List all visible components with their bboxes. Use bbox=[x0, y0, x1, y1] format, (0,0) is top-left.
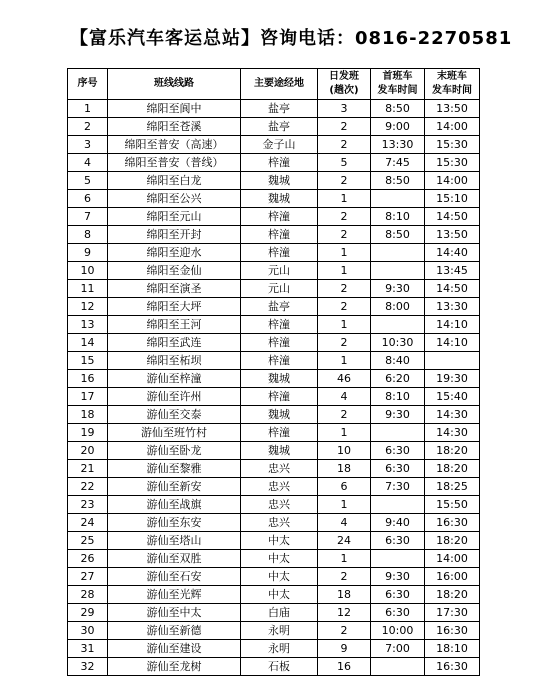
daily-count-cell: 2 bbox=[318, 334, 371, 352]
row-number: 24 bbox=[68, 514, 108, 532]
table-row bbox=[68, 334, 480, 352]
route-cell: 游仙至班竹村 bbox=[108, 424, 241, 442]
route-cell: 绵阳至演圣 bbox=[108, 280, 241, 298]
row-number: 17 bbox=[68, 388, 108, 406]
route-cell: 游仙至新安 bbox=[108, 478, 241, 496]
last-departure-cell: 14:10 bbox=[425, 334, 480, 352]
last-departure-cell: 14:00 bbox=[425, 172, 480, 190]
via-cell: 忠兴 bbox=[241, 496, 318, 514]
table-row bbox=[68, 316, 480, 334]
last-departure-cell: 16:30 bbox=[425, 514, 480, 532]
route-cell: 游仙至光辉 bbox=[108, 586, 241, 604]
route-cell: 游仙至梓潼 bbox=[108, 370, 241, 388]
row-number: 6 bbox=[68, 190, 108, 208]
row-number: 30 bbox=[68, 622, 108, 640]
route-cell: 游仙至双胜 bbox=[108, 550, 241, 568]
last-departure-cell: 13:50 bbox=[425, 226, 480, 244]
last-departure-cell: 19:30 bbox=[425, 370, 480, 388]
last-departure-cell: 13:30 bbox=[425, 298, 480, 316]
daily-count-cell: 9 bbox=[318, 640, 371, 658]
header-daily-line1: 日发班 bbox=[329, 71, 359, 82]
row-number: 31 bbox=[68, 640, 108, 658]
via-cell: 忠兴 bbox=[241, 514, 318, 532]
last-departure-cell: 14:00 bbox=[425, 550, 480, 568]
daily-count-cell: 1 bbox=[318, 316, 371, 334]
daily-count-cell: 3 bbox=[318, 100, 371, 118]
daily-count-cell: 2 bbox=[318, 298, 371, 316]
first-departure-cell bbox=[371, 658, 425, 676]
table-row bbox=[68, 442, 480, 460]
row-number: 25 bbox=[68, 532, 108, 550]
via-cell: 中太 bbox=[241, 550, 318, 568]
row-number: 27 bbox=[68, 568, 108, 586]
last-departure-cell: 16:30 bbox=[425, 658, 480, 676]
via-cell: 魏城 bbox=[241, 442, 318, 460]
route-cell: 游仙至黎雅 bbox=[108, 460, 241, 478]
daily-count-cell: 2 bbox=[318, 118, 371, 136]
via-cell: 白庙 bbox=[241, 604, 318, 622]
daily-count-cell: 1 bbox=[318, 424, 371, 442]
table-row bbox=[68, 280, 480, 298]
first-departure-cell: 6:30 bbox=[371, 460, 425, 478]
via-cell: 盐亭 bbox=[241, 298, 318, 316]
last-departure-cell: 18:20 bbox=[425, 442, 480, 460]
daily-count-cell: 18 bbox=[318, 586, 371, 604]
header-first bbox=[371, 69, 425, 100]
via-cell: 魏城 bbox=[241, 370, 318, 388]
header-no: 序号 bbox=[68, 69, 108, 100]
last-departure-cell: 14:30 bbox=[425, 406, 480, 424]
route-cell: 游仙至中太 bbox=[108, 604, 241, 622]
first-departure-cell bbox=[371, 550, 425, 568]
first-departure-cell bbox=[371, 316, 425, 334]
first-departure-cell: 8:40 bbox=[371, 352, 425, 370]
route-cell: 游仙至龙树 bbox=[108, 658, 241, 676]
daily-count-cell: 2 bbox=[318, 568, 371, 586]
daily-count-cell: 1 bbox=[318, 550, 371, 568]
via-cell: 梓潼 bbox=[241, 388, 318, 406]
first-departure-cell: 6:30 bbox=[371, 442, 425, 460]
last-departure-cell: 15:40 bbox=[425, 388, 480, 406]
first-departure-cell: 9:00 bbox=[371, 118, 425, 136]
table-row bbox=[68, 262, 480, 280]
first-departure-cell: 9:40 bbox=[371, 514, 425, 532]
via-cell: 梓潼 bbox=[241, 154, 318, 172]
route-cell: 绵阳至大坪 bbox=[108, 298, 241, 316]
first-departure-cell: 7:30 bbox=[371, 478, 425, 496]
route-cell: 绵阳至武连 bbox=[108, 334, 241, 352]
header-via: 主要途经地 bbox=[241, 69, 318, 100]
page-title: 【富乐汽车客运总站】咨询电话：0816-2270581 bbox=[70, 28, 513, 49]
row-number: 12 bbox=[68, 298, 108, 316]
daily-count-cell: 1 bbox=[318, 262, 371, 280]
route-cell: 绵阳至金仙 bbox=[108, 262, 241, 280]
first-departure-cell: 9:30 bbox=[371, 568, 425, 586]
via-cell: 金子山 bbox=[241, 136, 318, 154]
header-last-line2: 发车时间 bbox=[432, 85, 472, 96]
table-row bbox=[68, 370, 480, 388]
last-departure-cell: 13:50 bbox=[425, 100, 480, 118]
route-cell: 游仙至石安 bbox=[108, 568, 241, 586]
table-row bbox=[68, 244, 480, 262]
last-departure-cell: 16:00 bbox=[425, 568, 480, 586]
via-cell: 永明 bbox=[241, 640, 318, 658]
daily-count-cell: 2 bbox=[318, 226, 371, 244]
route-cell: 绵阳至柘坝 bbox=[108, 352, 241, 370]
route-cell: 绵阳至普安（高速） bbox=[108, 136, 241, 154]
route-cell: 绵阳至白龙 bbox=[108, 172, 241, 190]
route-cell: 游仙至东安 bbox=[108, 514, 241, 532]
via-cell: 永明 bbox=[241, 622, 318, 640]
table-row bbox=[68, 604, 480, 622]
last-departure-cell: 14:50 bbox=[425, 280, 480, 298]
via-cell: 石板 bbox=[241, 658, 318, 676]
daily-count-cell: 2 bbox=[318, 406, 371, 424]
route-cell: 绵阳至公兴 bbox=[108, 190, 241, 208]
table-row bbox=[68, 550, 480, 568]
last-departure-cell: 14:30 bbox=[425, 424, 480, 442]
last-departure-cell: 18:20 bbox=[425, 460, 480, 478]
table-row bbox=[68, 190, 480, 208]
first-departure-cell: 6:30 bbox=[371, 532, 425, 550]
row-number: 26 bbox=[68, 550, 108, 568]
last-departure-cell: 14:50 bbox=[425, 208, 480, 226]
table-row bbox=[68, 118, 480, 136]
via-cell: 梓潼 bbox=[241, 244, 318, 262]
table-row bbox=[68, 352, 480, 370]
row-number: 5 bbox=[68, 172, 108, 190]
route-cell: 绵阳至开封 bbox=[108, 226, 241, 244]
last-departure-cell: 15:50 bbox=[425, 496, 480, 514]
row-number: 11 bbox=[68, 280, 108, 298]
last-departure-cell: 15:30 bbox=[425, 154, 480, 172]
row-number: 13 bbox=[68, 316, 108, 334]
schedule-table bbox=[67, 68, 480, 676]
table-row bbox=[68, 640, 480, 658]
first-departure-cell bbox=[371, 244, 425, 262]
via-cell: 中太 bbox=[241, 532, 318, 550]
via-cell: 元山 bbox=[241, 280, 318, 298]
table-row bbox=[68, 658, 480, 676]
table-row bbox=[68, 172, 480, 190]
row-number: 29 bbox=[68, 604, 108, 622]
last-departure-cell: 14:10 bbox=[425, 316, 480, 334]
daily-count-cell: 1 bbox=[318, 244, 371, 262]
row-number: 22 bbox=[68, 478, 108, 496]
last-departure-cell bbox=[425, 352, 480, 370]
last-departure-cell: 17:30 bbox=[425, 604, 480, 622]
first-departure-cell: 7:45 bbox=[371, 154, 425, 172]
table-row bbox=[68, 496, 480, 514]
table-header-row bbox=[68, 69, 480, 100]
daily-count-cell: 16 bbox=[318, 658, 371, 676]
table-row bbox=[68, 298, 480, 316]
table-row bbox=[68, 100, 480, 118]
row-number: 28 bbox=[68, 586, 108, 604]
daily-count-cell: 1 bbox=[318, 190, 371, 208]
daily-count-cell: 2 bbox=[318, 172, 371, 190]
daily-count-cell: 4 bbox=[318, 514, 371, 532]
last-departure-cell: 13:45 bbox=[425, 262, 480, 280]
row-number: 3 bbox=[68, 136, 108, 154]
table-row bbox=[68, 208, 480, 226]
first-departure-cell: 8:10 bbox=[371, 208, 425, 226]
daily-count-cell: 10 bbox=[318, 442, 371, 460]
route-cell: 绵阳至王河 bbox=[108, 316, 241, 334]
via-cell: 中太 bbox=[241, 568, 318, 586]
table-row bbox=[68, 622, 480, 640]
last-departure-cell: 18:10 bbox=[425, 640, 480, 658]
row-number: 15 bbox=[68, 352, 108, 370]
route-cell: 绵阳至元山 bbox=[108, 208, 241, 226]
route-cell: 绵阳至迎水 bbox=[108, 244, 241, 262]
row-number: 23 bbox=[68, 496, 108, 514]
route-cell: 游仙至塔山 bbox=[108, 532, 241, 550]
via-cell: 梓潼 bbox=[241, 226, 318, 244]
route-cell: 绵阳至阆中 bbox=[108, 100, 241, 118]
first-departure-cell: 8:50 bbox=[371, 226, 425, 244]
first-departure-cell bbox=[371, 262, 425, 280]
route-cell: 游仙至许州 bbox=[108, 388, 241, 406]
first-departure-cell: 7:00 bbox=[371, 640, 425, 658]
via-cell: 梓潼 bbox=[241, 424, 318, 442]
row-number: 2 bbox=[68, 118, 108, 136]
via-cell: 梓潼 bbox=[241, 316, 318, 334]
via-cell: 元山 bbox=[241, 262, 318, 280]
row-number: 1 bbox=[68, 100, 108, 118]
first-departure-cell: 6:30 bbox=[371, 586, 425, 604]
header-route: 班线线路 bbox=[108, 69, 241, 100]
table-row bbox=[68, 586, 480, 604]
first-departure-cell: 8:00 bbox=[371, 298, 425, 316]
last-departure-cell: 14:40 bbox=[425, 244, 480, 262]
last-departure-cell: 15:30 bbox=[425, 136, 480, 154]
first-departure-cell: 6:20 bbox=[371, 370, 425, 388]
via-cell: 魏城 bbox=[241, 172, 318, 190]
last-departure-cell: 14:00 bbox=[425, 118, 480, 136]
table-row bbox=[68, 568, 480, 586]
last-departure-cell: 16:30 bbox=[425, 622, 480, 640]
row-number: 10 bbox=[68, 262, 108, 280]
first-departure-cell: 9:30 bbox=[371, 406, 425, 424]
row-number: 14 bbox=[68, 334, 108, 352]
first-departure-cell bbox=[371, 424, 425, 442]
table-row bbox=[68, 514, 480, 532]
table-row bbox=[68, 478, 480, 496]
via-cell: 盐亭 bbox=[241, 118, 318, 136]
first-departure-cell: 8:50 bbox=[371, 172, 425, 190]
table-row bbox=[68, 532, 480, 550]
daily-count-cell: 18 bbox=[318, 460, 371, 478]
daily-count-cell: 5 bbox=[318, 154, 371, 172]
first-departure-cell: 8:10 bbox=[371, 388, 425, 406]
via-cell: 忠兴 bbox=[241, 460, 318, 478]
daily-count-cell: 6 bbox=[318, 478, 371, 496]
table-row bbox=[68, 388, 480, 406]
row-number: 8 bbox=[68, 226, 108, 244]
route-cell: 游仙至卧龙 bbox=[108, 442, 241, 460]
first-departure-cell: 9:30 bbox=[371, 280, 425, 298]
route-cell: 游仙至新德 bbox=[108, 622, 241, 640]
daily-count-cell: 1 bbox=[318, 496, 371, 514]
daily-count-cell: 12 bbox=[318, 604, 371, 622]
row-number: 32 bbox=[68, 658, 108, 676]
first-departure-cell bbox=[371, 496, 425, 514]
header-first-line2: 发车时间 bbox=[377, 85, 418, 96]
route-cell: 游仙至建设 bbox=[108, 640, 241, 658]
first-departure-cell: 10:30 bbox=[371, 334, 425, 352]
via-cell: 中太 bbox=[241, 586, 318, 604]
route-cell: 游仙至交泰 bbox=[108, 406, 241, 424]
route-cell: 游仙至战旗 bbox=[108, 496, 241, 514]
table-row bbox=[68, 154, 480, 172]
daily-count-cell: 46 bbox=[318, 370, 371, 388]
via-cell: 忠兴 bbox=[241, 478, 318, 496]
daily-count-cell: 2 bbox=[318, 208, 371, 226]
via-cell: 梓潼 bbox=[241, 334, 318, 352]
first-departure-cell: 6:30 bbox=[371, 604, 425, 622]
daily-count-cell: 24 bbox=[318, 532, 371, 550]
row-number: 9 bbox=[68, 244, 108, 262]
daily-count-cell: 2 bbox=[318, 136, 371, 154]
daily-count-cell: 1 bbox=[318, 352, 371, 370]
table-row bbox=[68, 136, 480, 154]
last-departure-cell: 18:20 bbox=[425, 532, 480, 550]
header-daily bbox=[318, 69, 371, 100]
last-departure-cell: 18:25 bbox=[425, 478, 480, 496]
via-cell: 盐亭 bbox=[241, 100, 318, 118]
daily-count-cell: 4 bbox=[318, 388, 371, 406]
header-first-line1: 首班车 bbox=[382, 71, 413, 82]
route-cell: 绵阳至苍溪 bbox=[108, 118, 241, 136]
via-cell: 魏城 bbox=[241, 406, 318, 424]
first-departure-cell: 13:30 bbox=[371, 136, 425, 154]
via-cell: 魏城 bbox=[241, 190, 318, 208]
table-row bbox=[68, 460, 480, 478]
row-number: 4 bbox=[68, 154, 108, 172]
via-cell: 梓潼 bbox=[241, 208, 318, 226]
row-number: 7 bbox=[68, 208, 108, 226]
last-departure-cell: 15:10 bbox=[425, 190, 480, 208]
table-row bbox=[68, 424, 480, 442]
first-departure-cell: 8:50 bbox=[371, 100, 425, 118]
header-last bbox=[425, 69, 480, 100]
table-row bbox=[68, 406, 480, 424]
first-departure-cell bbox=[371, 190, 425, 208]
via-cell: 梓潼 bbox=[241, 352, 318, 370]
row-number: 19 bbox=[68, 424, 108, 442]
route-cell: 绵阳至普安（普线） bbox=[108, 154, 241, 172]
daily-count-cell: 2 bbox=[318, 622, 371, 640]
header-daily-line2: (趟次) bbox=[329, 85, 359, 96]
first-departure-cell: 10:00 bbox=[371, 622, 425, 640]
row-number: 16 bbox=[68, 370, 108, 388]
row-number: 18 bbox=[68, 406, 108, 424]
table-row bbox=[68, 226, 480, 244]
row-number: 21 bbox=[68, 460, 108, 478]
row-number: 20 bbox=[68, 442, 108, 460]
daily-count-cell: 2 bbox=[318, 280, 371, 298]
last-departure-cell: 18:20 bbox=[425, 586, 480, 604]
header-last-line1: 末班车 bbox=[437, 71, 467, 82]
